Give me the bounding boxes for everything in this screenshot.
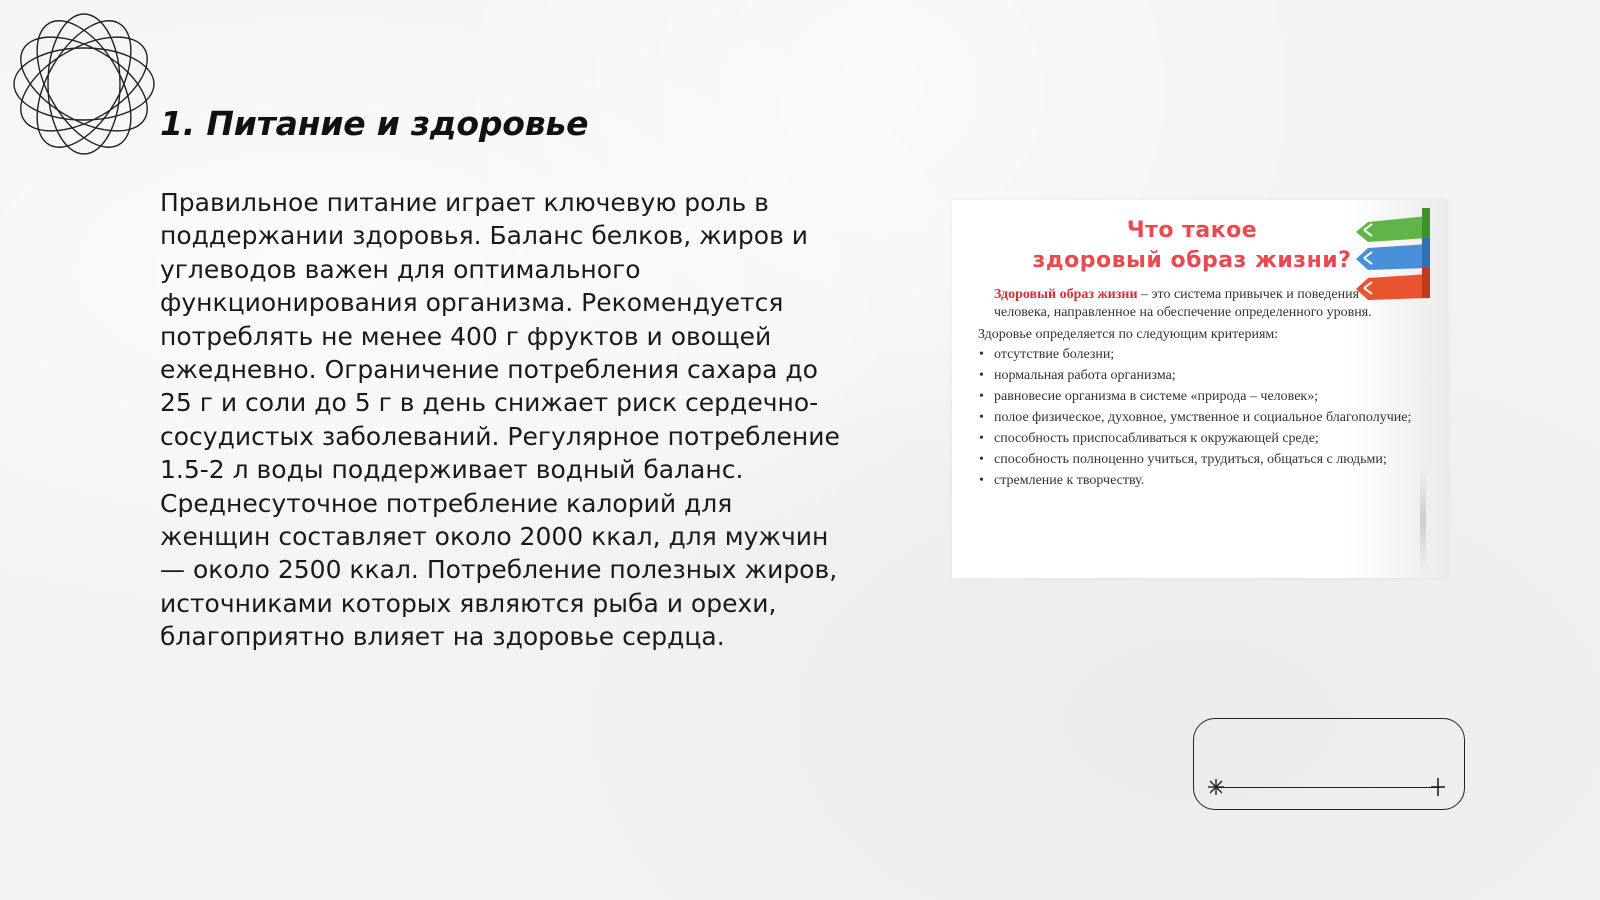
image-heading <box>1002 216 1382 276</box>
cross-icon <box>1428 777 1448 797</box>
criteria-item: • нормальная работа организма; <box>978 367 1418 385</box>
criteria-item: • способность приспосабливаться к окружающей среде; <box>978 430 1418 448</box>
decorative-slider-card <box>1193 718 1465 810</box>
image-heading-line1: Что такое <box>1126 218 1258 243</box>
definition <box>978 286 1418 322</box>
image-text-block <box>978 286 1418 493</box>
criteria-item: • полое физическое, духовное, умственное и социальное благополучие; <box>978 409 1418 427</box>
criteria-item: • равновесие организма в системе «природа – человек»; <box>978 388 1418 406</box>
definition-text: – это система привычек и поведения человека, направленное на обеспечение определенного уровня. <box>994 287 1372 320</box>
criteria-item: • способность полноценно учиться, трудиться, общаться с людьми; <box>978 451 1418 469</box>
criteria-intro: Здоровье определяется по следующим критериям: <box>978 327 1279 342</box>
criteria-item: • отсутствие болезни; <box>978 346 1418 364</box>
criteria-item: • стремление к творчеству. <box>978 472 1418 490</box>
criteria-list <box>978 346 1418 490</box>
image-heading-line2: здоровый образ жизни? <box>1032 248 1352 273</box>
slider-line <box>1216 787 1440 788</box>
healthy-lifestyle-image <box>952 200 1448 578</box>
slide-title: 1. Питание и здоровье <box>160 104 589 143</box>
sparkle-icon <box>1206 777 1226 797</box>
orbit-rings-icon <box>10 10 158 158</box>
definition-term: Здоровый образ жизни <box>994 287 1138 302</box>
image-edge-mark <box>1420 470 1426 570</box>
slide-body-text: Правильное питание играет ключевую роль в поддержании здоровья. Баланс белков, жиров и углеводов важен для оптимального функционирования организма. Рекомендуется потреблять не менее 400 г фруктов и овощей ежедневно. Ограничение потребления сахара до 25 г и соли до 5 г в день снижает риск сердечно-сосудистых заболеваний. Регулярное потребление 1.5-2 л воды поддерживает водный баланс. Среднесуточное потребление калорий для женщин составляет около 2000 ккал, для мужчин — около 2500 ккал. Потребление полезных жиров, источниками которых являются рыба и орехи, благоприятно влияет на здоровье сердца. <box>160 188 840 652</box>
